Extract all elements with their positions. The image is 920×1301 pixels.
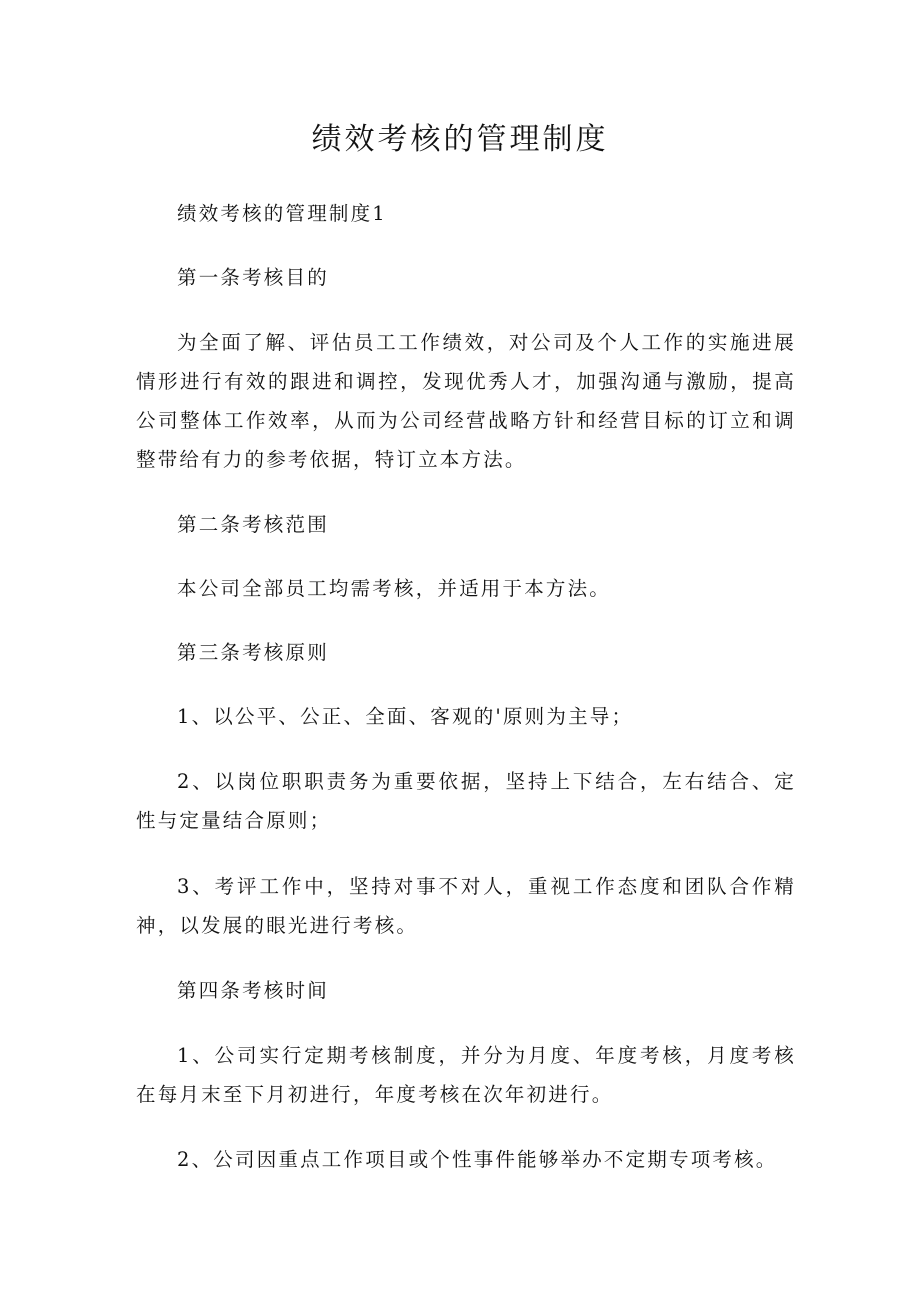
article-3-item-3: 3、考评工作中，坚持对事不对人，重视工作态度和团队合作精神，以发展的眼光进行考核。	[136, 875, 796, 937]
article-3-item-1: 1、以公平、公正、全面、客观的'原则为主导；	[177, 705, 634, 728]
article-4-item-2: 2、公司因重点工作项目或个性事件能够举办不定期专项考核。	[177, 1148, 778, 1171]
subtitle-paragraph: 绩效考核的管理制度1	[177, 202, 387, 225]
article-3-item-2: 2、以岗位职职责务为重要依据，坚持上下结合，左右结合、定性与定量结合原则；	[136, 770, 796, 832]
document-body	[136, 195, 796, 1205]
article-1-text: 为全面了解、评估员工工作绩效，对公司及个人工作的实施进展情形进行有效的跟进和调控，发现优秀人才，加强沟通与激励，提高公司整体工作效率，从而为公司经营战略方针和经营目标的订立和调整带给有力的参考依据，特订立本方法。	[136, 331, 796, 471]
article-4-heading: 第四条考核时间	[177, 979, 329, 1002]
article-4-item-1: 1、公司实行定期考核制度，并分为月度、年度考核，月度考核在每月末至下月初进行，年度考核在次年初进行。	[136, 1044, 796, 1106]
article-1-heading: 第一条考核目的	[177, 266, 329, 289]
article-2-text: 本公司全部员工均需考核，并适用于本方法。	[177, 577, 612, 600]
article-3-heading: 第三条考核原则	[177, 641, 329, 664]
article-2-heading: 第二条考核范围	[177, 513, 329, 536]
document-title: 绩效考核的管理制度	[311, 122, 609, 157]
